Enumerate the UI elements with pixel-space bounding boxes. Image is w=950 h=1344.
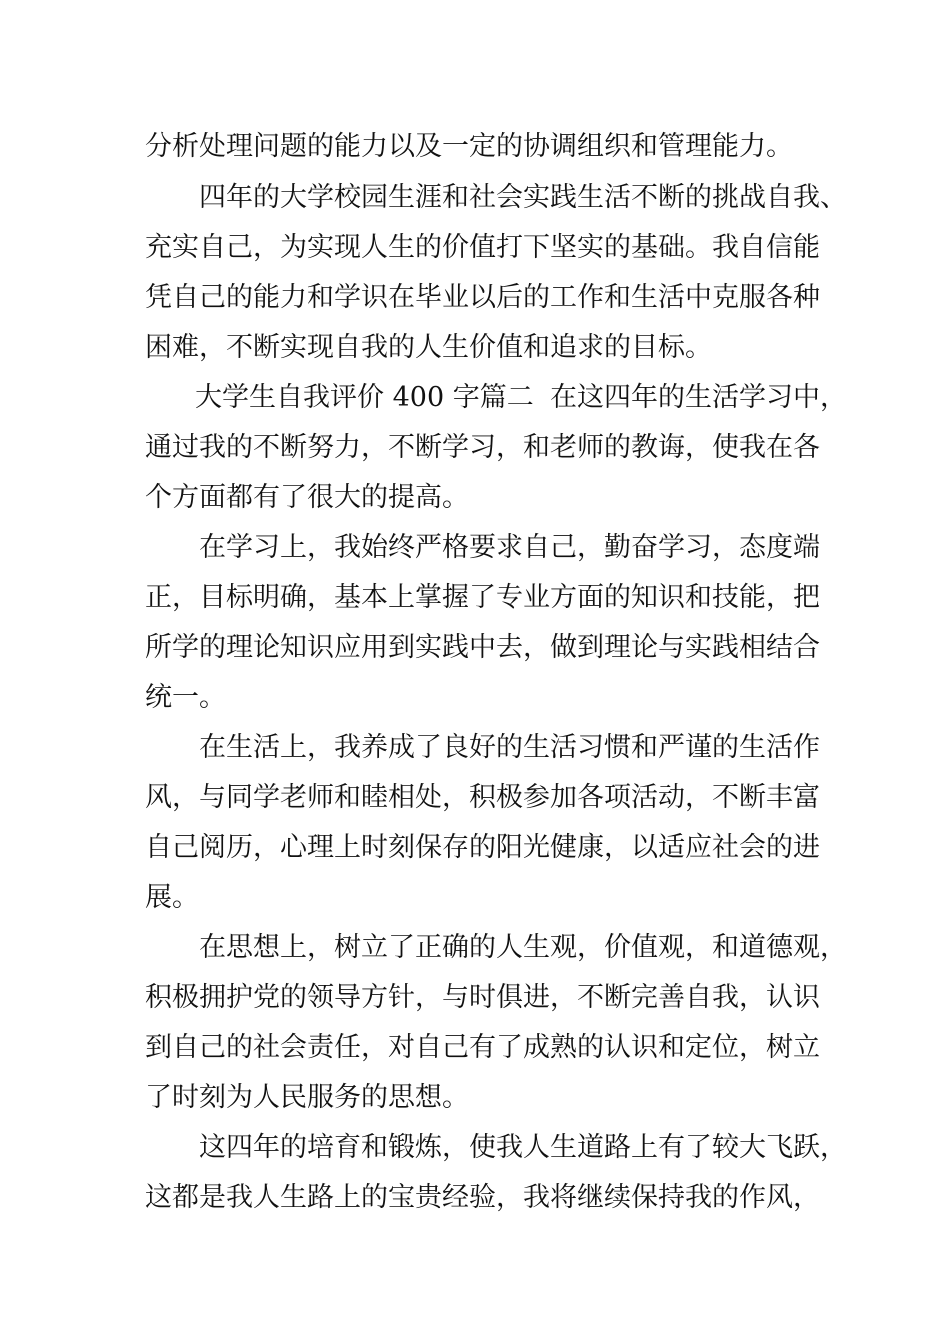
text-line: 个方面都有了很大的提高。 bbox=[145, 482, 469, 513]
text-line: 展。 bbox=[145, 882, 199, 913]
text-line: 困难，不断实现自我的人生价值和追求的目标。 bbox=[145, 332, 712, 363]
text-line: 在生活上，我养成了良好的生活习惯和严谨的生活作 bbox=[199, 732, 820, 763]
text-line: 通过我的不断努力，不断学习，和老师的教诲，使我在各 bbox=[145, 432, 820, 463]
text-line: 自己阅历，心理上时刻保存的阳光健康，以适应社会的进 bbox=[145, 832, 820, 863]
text-line: 在这四年的生活学习中， bbox=[550, 382, 847, 413]
text-line: 风，与同学老师和睦相处，积极参加各项活动，不断丰富 bbox=[145, 782, 820, 813]
text-line: 到自己的社会责任，对自己有了成熟的认识和定位，树立 bbox=[145, 1032, 820, 1063]
text-line: 正，目标明确，基本上掌握了专业方面的知识和技能，把 bbox=[145, 582, 820, 613]
text-line: 所学的理论知识应用到实践中去，做到理论与实践相结合 bbox=[145, 632, 820, 663]
text-line: 了时刻为人民服务的思想。 bbox=[145, 1082, 469, 1113]
text-line: 四年的大学校园生涯和社会实践生活不断的挑战自我、 bbox=[199, 182, 847, 213]
section-heading: 大学生自我评价 400 字篇二 bbox=[195, 382, 534, 413]
text-line: 在思想上，树立了正确的人生观，价值观，和道德观， bbox=[199, 932, 847, 963]
text-line: 充实自己，为实现人生的价值打下坚实的基础。我自信能 bbox=[145, 232, 820, 263]
text-line: 积极拥护党的领导方针，与时俱进，不断完善自我，认识 bbox=[145, 982, 820, 1013]
text-line: 统一。 bbox=[145, 682, 226, 713]
text-line: 凭自己的能力和学识在毕业以后的工作和生活中克服各种 bbox=[145, 282, 820, 313]
text-line: 这都是我人生路上的宝贵经验，我将继续保持我的作风， bbox=[145, 1182, 820, 1213]
text-line: 在学习上，我始终严格要求自己，勤奋学习，态度端 bbox=[199, 532, 820, 563]
text-line: 这四年的培育和锻炼，使我人生道路上有了较大飞跃， bbox=[199, 1132, 847, 1163]
text-line: 分析处理问题的能力以及一定的协调组织和管理能力。 bbox=[145, 131, 793, 162]
